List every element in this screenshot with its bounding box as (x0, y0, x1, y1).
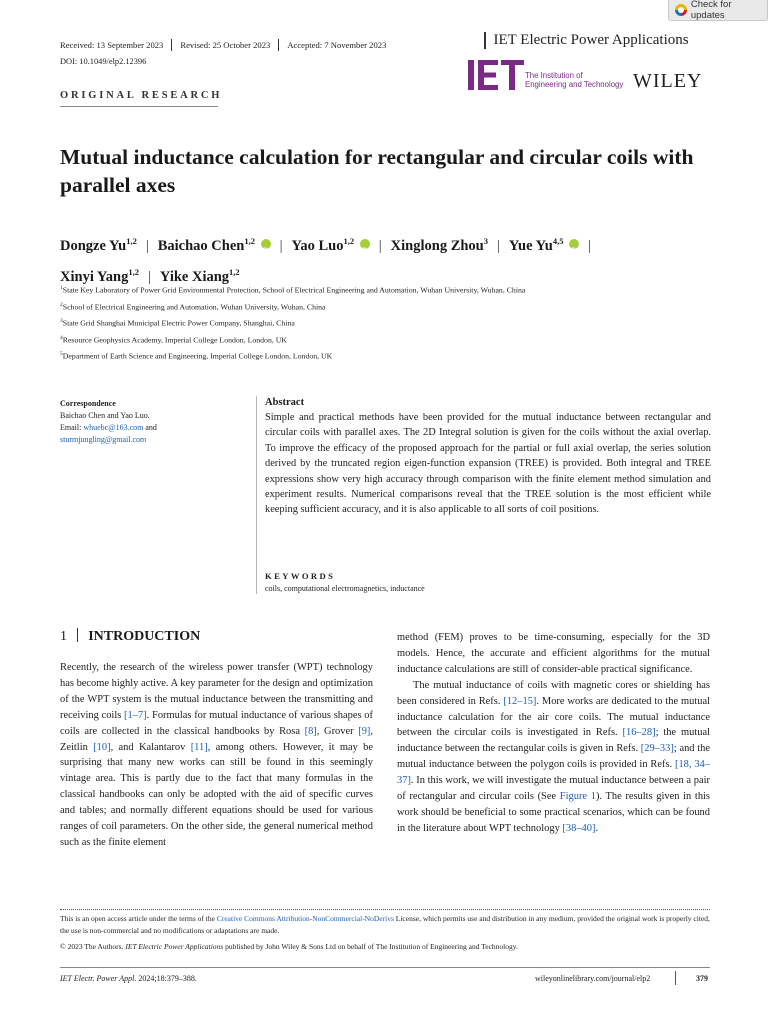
affiliation-sup: 3 (60, 318, 63, 325)
author[interactable] (391, 238, 488, 254)
reference-link[interactable]: [11] (190, 741, 208, 753)
author-affil-sup: 4,5 (552, 236, 564, 246)
divider: | (145, 237, 149, 254)
article-type: ORIGINAL RESEARCH (60, 90, 223, 101)
section-title: INTRODUCTION (88, 629, 201, 644)
author[interactable] (60, 238, 137, 254)
email-link[interactable]: sturmjungling@gmail.com (60, 435, 147, 444)
divider (278, 39, 279, 51)
divider (256, 396, 257, 594)
accepted-date: Accepted: 7 November 2023 (287, 40, 387, 50)
orcid-icon[interactable] (360, 239, 370, 249)
divider (484, 32, 486, 49)
wiley-logo: WILEY (633, 70, 703, 92)
abstract-text: Simple and practical methods have been provided for the mutual inductance between rectangular and circular coils with parallel axes. The 2D Integral solution is given for the coils without the axial overlap. To improve the efficacy of the proposed approach for the partial or full axial overlap, the series solution derived by the truncated region eigen-function expansion (TREE) is provided. Both integral and TREE expressions show very high accuracy through comparison with the finite element method simulation and experiment results. Numerical comparisons reveal that the TREE solution is the most efficient while keeping sufficient accuracy, and it is also applicable to all sorts of coil positions. (265, 412, 711, 516)
author-name: Xinyi Yang (60, 268, 129, 285)
affiliation (60, 285, 720, 302)
body-paragraph: Recently, the research of the wireless power transfer (WPT) technology has become highly active. A key parameter for the design and optimization of the WPT system is the mutual inductance between the transmitting and receiving coils [1–7]. Formulas for mutual inductance of various shapes of coils are collected in the classical handbooks by Rosa [8], Grover [9], Zeitlin [10], and Kalantarov [11], among others. However, it may be surprising that many new works can still be found in this seemingly vintage area. This is partly due to the fact that many formulas in the classical handbooks can only be adopted with the aid of specific curves and tables; and normally different equations should be used for various ranges of coil parameters. On the other side, the general numerical method such as the finite element (60, 662, 374, 848)
author-affil-sup: 3 (483, 236, 488, 246)
reference-link[interactable]: [18, 34–37] (397, 759, 710, 787)
page-number: 379 (696, 974, 708, 983)
author-name: Yike Xiang (159, 268, 230, 285)
journal-title: IET Electric Power Applications (493, 32, 689, 48)
copyright-journal: IET Electric Power Applications (125, 942, 224, 951)
reference-link[interactable]: Figure 1 (559, 791, 596, 803)
reference-link[interactable]: [9] (358, 725, 371, 737)
divider (675, 971, 676, 985)
citation-journal: IET Electr. Power Appl. (60, 974, 137, 983)
revised-date: Revised: 25 October 2023 (180, 40, 271, 50)
affiliation (60, 302, 720, 319)
divider: | (279, 237, 283, 254)
divider (171, 39, 172, 51)
reference-link[interactable]: [16–28] (622, 727, 656, 739)
article-dates (60, 39, 386, 51)
iet-name-line1: The Institution of (525, 71, 583, 80)
author-affil-sup: 1,2 (128, 266, 139, 277)
email-prefix: Email: (60, 423, 84, 432)
author[interactable] (509, 238, 579, 254)
body-column-left (60, 660, 373, 851)
affiliations (60, 285, 720, 368)
reference-link[interactable]: [29–33] (640, 743, 674, 755)
license-text (60, 913, 712, 937)
iet-name (525, 71, 623, 89)
divider: | (497, 237, 500, 254)
divider (60, 967, 710, 968)
author[interactable] (159, 266, 240, 285)
reference-link[interactable]: [12–15] (503, 695, 537, 707)
correspondence (60, 398, 250, 446)
reference-link[interactable]: [8] (304, 725, 317, 737)
author-affil-sup: 1,2 (343, 236, 355, 246)
email-link[interactable]: whuebc@163.com (83, 423, 144, 432)
divider: | (147, 268, 151, 285)
check-for-updates-label: Check for updates (690, 0, 732, 21)
license-text-b: License, which permits use and distribution in any medium, provided the original work is properly cited, the use is non-commercial and no modifications or adaptations are made. (60, 914, 710, 935)
affiliation-sup: 2 (60, 301, 63, 308)
author-name: Yue Yu (508, 237, 553, 254)
affiliation-sup: 5 (60, 351, 63, 358)
crossmark-icon (675, 4, 687, 16)
author-name: Baichao Chen (157, 237, 245, 254)
author[interactable] (60, 266, 139, 285)
affiliation-text: State Grid Shanghai Municipal Electric Power Company, Shanghai, China (62, 318, 295, 328)
author[interactable] (292, 238, 370, 254)
copyright-b: published by John Wiley & Sons Ltd on behalf of The Institution of Engineering and Technology. (223, 942, 518, 951)
citation-details: 2024;18:379–388. (136, 974, 197, 983)
check-for-updates-button[interactable] (668, 0, 768, 21)
body-paragraph: The mutual inductance of coils with magnetic cores or shielding has been considered in Refs. [12–15]. More works are dedicated to the mutual inductance calculation for the air core coils. The mutual inductance between the circular coils is investigated in Refs. [16–28]; the mutual inductance between the rectangular coils is given in Refs. [29–33]; and the mutual inductance between the polygon coils is provided in Refs. [18, 34–37]. In this work, we will investigate the mutual inductance between a pair of rectangular and circular coils (See Figure 1). The results given in this work should be beneficial to some practical scenarios, which can be found in the literature about WPT technology [38–40]. (397, 679, 710, 834)
affiliation-text: State Key Laboratory of Power Grid Environmental Protection, School of Electrical Engineering and Automation, Wuhan University, Wuhan, China (62, 285, 526, 295)
divider: | (378, 237, 382, 254)
correspondence-names: Baichao Chen and Yao Luo. (60, 411, 150, 420)
reference-link[interactable]: [10] (93, 741, 111, 753)
received-date: Received: 13 September 2023 (60, 40, 164, 50)
affiliation (60, 351, 720, 368)
iet-name-line2: Engineering and Technology (525, 80, 624, 89)
affiliation (60, 318, 720, 335)
divider (60, 909, 710, 910)
author-name: Dongze Yu (60, 237, 127, 254)
author-name: Xinglong Zhou (390, 237, 484, 254)
license-text-a: This is an open access article under the terms of the (60, 914, 217, 923)
reference-link[interactable]: [38–40] (562, 822, 596, 834)
orcid-icon[interactable] (261, 239, 271, 249)
abstract (265, 397, 711, 518)
iet-logo (466, 60, 526, 90)
author[interactable] (158, 238, 271, 254)
correspondence-heading: Correspondence (60, 399, 116, 408)
article-title: Mutual inductance calculation for rectangular and circular coils with parallel axes (60, 145, 694, 197)
correspondence-email-line (60, 422, 250, 434)
citation (60, 974, 197, 983)
section-heading (60, 628, 200, 645)
author-affil-sup: 1,2 (244, 236, 255, 246)
doi[interactable]: DOI: 10.1049/elp2.12396 (60, 57, 147, 66)
keywords-text: coils, computational electromagnetics, inductance (265, 584, 425, 593)
affiliation-sup: 1 (60, 285, 63, 291)
author-list (60, 228, 730, 290)
author-affil-sup: 1,2 (229, 266, 240, 277)
affiliation-text: Department of Earth Science and Engineering, Imperial College London, London, UK (62, 351, 333, 361)
orcid-icon[interactable] (569, 239, 579, 249)
affiliation (60, 335, 720, 352)
body-paragraph: method (FEM) proves to be time-consuming, especially for the 3D models. Hence, the accurate and efficient algorithms for the mutual inductance calculations are still of consider-able practical significance. (397, 632, 710, 675)
copyright (60, 941, 712, 953)
affiliation-sup: 4 (60, 334, 63, 341)
author-affil-sup: 1,2 (126, 236, 137, 246)
body-column-right (397, 630, 710, 837)
affiliation-text: School of Electrical Engineering and Automation, Wuhan University, Wuhan, China (62, 302, 326, 312)
abstract-heading: Abstract (265, 397, 305, 408)
divider (60, 106, 218, 107)
journal-name (484, 32, 689, 49)
affiliation-text: Resource Geophysics Academy, Imperial College London, London, UK (62, 335, 288, 345)
divider (77, 628, 78, 642)
reference-link[interactable]: [1–7] (124, 709, 147, 721)
journal-site-link[interactable]: wileyonlinelibrary.com/journal/elp2 (535, 974, 651, 983)
keywords-heading: KEYWORDS (265, 571, 336, 581)
license-link[interactable]: Creative Commons Attribution-NonCommercial-NoDerivs (216, 914, 394, 923)
author-name: Yao Luo (291, 237, 344, 254)
email-and: and (143, 423, 157, 432)
divider: | (588, 237, 591, 254)
copyright-a: © 2023 The Authors. (60, 942, 126, 951)
license-footer (60, 913, 712, 953)
section-number: 1 (60, 629, 67, 644)
